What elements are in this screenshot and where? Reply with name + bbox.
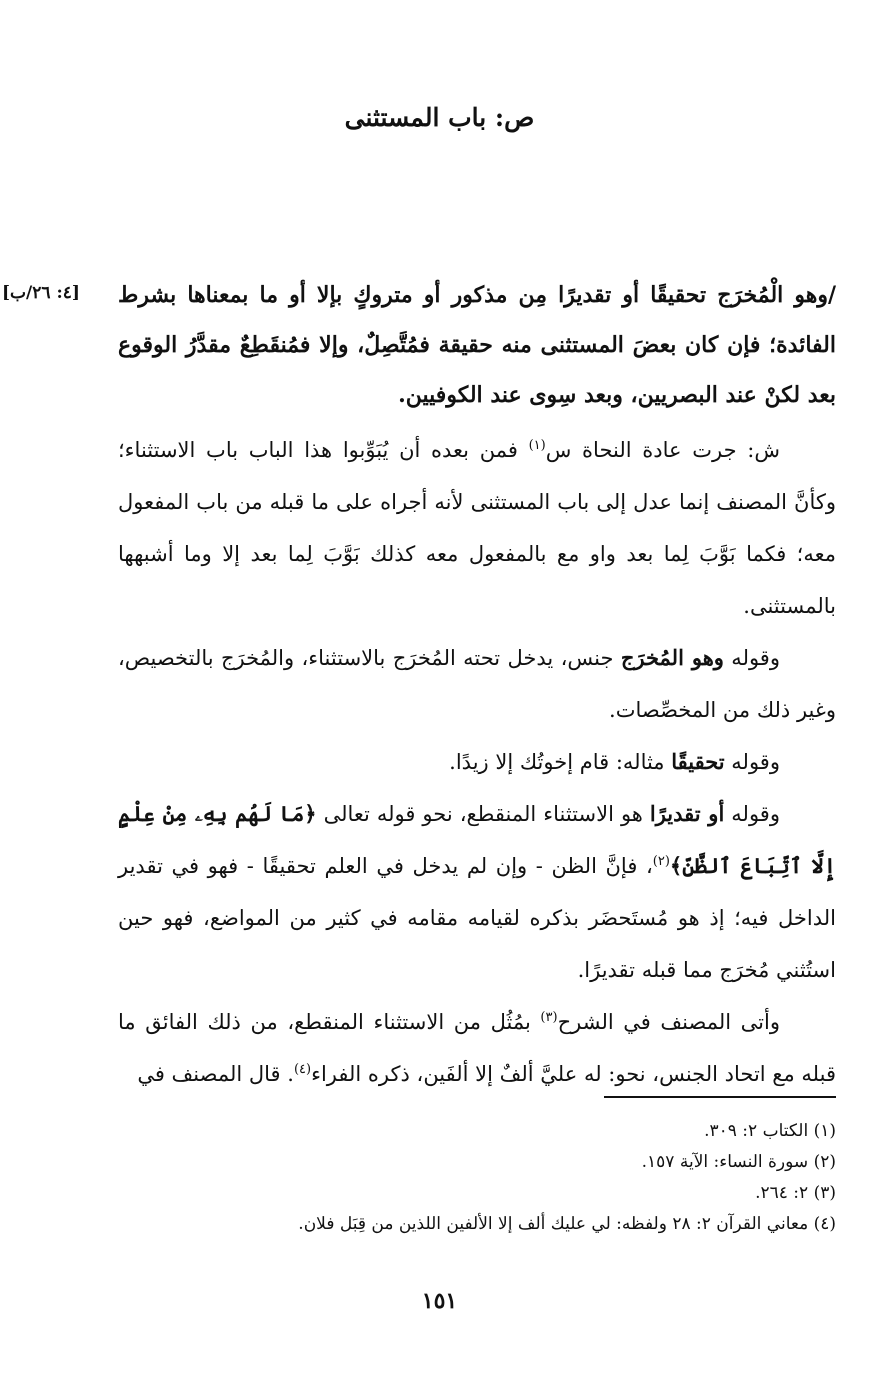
p2-text: جنس، يدخل تحته المُخرَج بالاستثناء، والمُخرَج بالتخصيص، وغير ذلك من المخصِّصات. [118, 646, 836, 722]
p5-text-start: وأتى المصنف في الشرح [557, 1010, 780, 1034]
footnote-ref-3: (٣) [540, 1010, 558, 1025]
main-text [118, 270, 836, 1100]
footnote-2: (٢) سورة النساء: الآية ١٥٧. [641, 1152, 836, 1172]
p3-text: مثاله: قام إخوتُك إلا زيدًا. [449, 750, 672, 774]
p2-term: وهو المُخرَج [620, 645, 724, 670]
page-title: ص: باب المستثنى [344, 103, 535, 132]
p5-text-middle: بمُثُل من الاستثناء المنقطع، من ذلك الفائق ما قبله مع اتحاد الجنس، نحو: له عليَّ ألفٌ إلا ألفَين، ذكره الفراء [118, 1010, 836, 1086]
p4-term: أو تقديرًا [649, 801, 725, 826]
margin-reference: [٤: ٢٦/ب] [2, 283, 80, 303]
footnote-1: (١) الكتاب ٢: ٣٠٩. [704, 1121, 836, 1141]
footnote-ref-2: (٢) [652, 854, 670, 869]
page-number: ١٥١ [421, 1288, 458, 1314]
p2-lead: وقوله [723, 646, 780, 670]
footnote-divider [604, 1096, 836, 1098]
p1-text-end: فمن بعده أن يُبَوِّبوا هذا الباب باب الاستثناء؛ وكأنَّ المصنف إنما عدل إلى باب المستثنى لأنه أجراه على ما قبله من باب المفعول معه؛ فكما بَوَّبَ لِما بعد واو مع بالمفعول معه كذلك بَوَّبَ لِما بعد إلا وما أشبهها بالمستثنى. [118, 438, 836, 618]
p5-text-end: . قال المصنف في [137, 1062, 294, 1086]
footnote-4: (٤) معاني القرآن ٢: ٢٨ ولفظه: لي عليك ألف إلا الألفين اللذين من قِبَل فلان. [298, 1214, 836, 1234]
paragraph-3 [118, 736, 836, 788]
quran-quote: ﴿مَا لَهُم بِهِۦ مِنْ عِلْمٍ إِلَّا ٱتِّبَاعَ ٱلظَّنِّ﴾ [118, 801, 837, 878]
p4-lead: وقوله [724, 802, 780, 826]
paragraph-5 [118, 996, 836, 1100]
paragraph-1 [118, 424, 836, 632]
footnote-ref-1: (١) [528, 438, 546, 453]
p3-lead: وقوله [724, 750, 780, 774]
footnote-ref-4: (٤) [293, 1062, 312, 1077]
p4-text-middle: هو الاستثناء المنقطع، نحو قوله تعالى [316, 802, 650, 826]
p1-text-start: ش: جرت عادة النحاة س [545, 438, 780, 462]
p4-text-end: ، فإنَّ الظن - وإن لم يدخل في العلم تحقيقًا - فهو في تقدير الداخل فيه؛ إذ هو مُستَحضَر بذكره لقيامه مقامه في كثير من المواضع، فهو حين استُثني مُخرَج مما قبله تقديرًا. [118, 854, 836, 982]
paragraph-4 [118, 788, 836, 996]
footnote-3: (٣) ٢: ٢٦٤. [755, 1183, 836, 1203]
paragraph-2 [118, 632, 836, 736]
p3-term: تحقيقًا [671, 749, 725, 774]
matn-paragraph: /وهو الْمُخرَج تحقيقًا أو تقديرًا مِن مذكور أو متروكٍ بإلا أو ما بمعناها بشرط الفائدة؛ فإن كان بعضَ المستثنى منه حقيقة فمُتَّصِلٌ، وإلا فمُنقَطِعٌ مقدَّرُ الوقوع بعد لكنْ عند البصريين، وبعد سِوى عند الكوفيين. [118, 282, 836, 408]
footnotes [118, 1116, 836, 1240]
